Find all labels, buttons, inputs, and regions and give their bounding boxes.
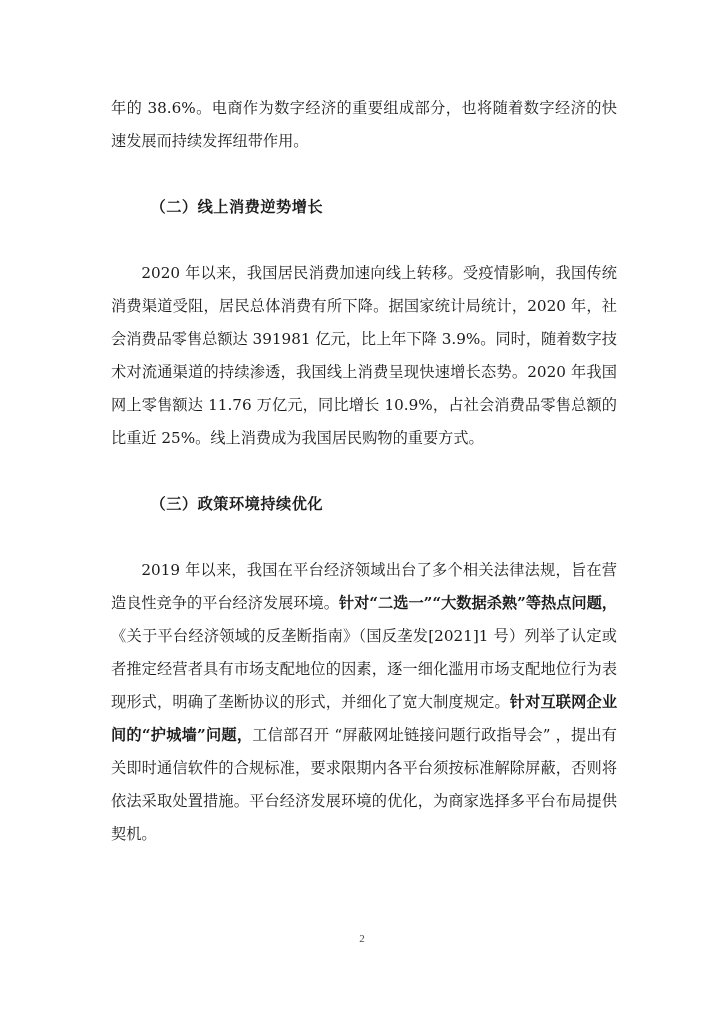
paragraph-online-consumption-text: 2020 年以来，我国居民消费加速向线上转移。受疫情影响，我国传统消费渠道受阻，居民总体消费有所下降。据国家统计局统计，2020 年，社会消费品零售总额达 391981 亿元，比上年下降 3.9%。同时，随着数字技术对流通渠道的持续渗透，我国线上消费呈现快速增长态势。2020 年我国网上零售额达 11.76 万亿元，同比增长 10.9%，占社会消费品零售总额的比重近 25%。线上消费成为我国居民购物的重要方式。 xyxy=(111,264,617,447)
paragraph-policy-environment xyxy=(111,554,617,851)
policy-text-intro: 2019 年以来，我国在平台经济领域出台了多个相关法律法规，旨在营造良性竞争的平台经济发展环境。 xyxy=(111,561,617,612)
document-body xyxy=(111,92,617,851)
policy-text-antitrust-guide: 《关于平台经济领域的反垄断指南》（国反垄发[2021]1 号）列举了认定或者推定经营者具有市场支配地位的因素，逐一细化滥用市场支配地位行为表现形式，明确了垄断协议的形式，并细化了宽大制度规定。 xyxy=(111,627,617,711)
spacer xyxy=(111,158,617,191)
policy-bold-moat-issue: 针对互联网企业间的“护城墙”问题， xyxy=(111,693,618,744)
paragraph-online-consumption xyxy=(111,257,617,455)
spacer xyxy=(111,224,617,257)
paragraph-ecommerce xyxy=(111,92,617,158)
section-heading-online-consumption: （二）线上消费逆势增长 xyxy=(150,198,324,216)
page-number: 2 xyxy=(359,933,365,945)
section-heading-policy-environment: （三）政策环境持续优化 xyxy=(150,495,324,513)
spacer xyxy=(111,521,617,554)
policy-bold-hotspot-issues: 针对“二选一”“大数据杀熟”等热点问题， xyxy=(338,594,617,612)
spacer xyxy=(111,455,617,488)
policy-text-miit-meeting: 工信部召开 “屏蔽网址链接问题行政指导会” ，提出有关即时通信软件的合规标准，要求限期内各平台须按标准解除屏蔽，否则将依法采取处置措施。平台经济发展环境的优化，为商家选择多平台布局提供契机。 xyxy=(111,726,617,843)
paragraph-ecommerce-text: 年的 38.6%。电商作为数字经济的重要组成部分，也将随着数字经济的快速发展而持续发挥纽带作用。 xyxy=(111,99,617,150)
